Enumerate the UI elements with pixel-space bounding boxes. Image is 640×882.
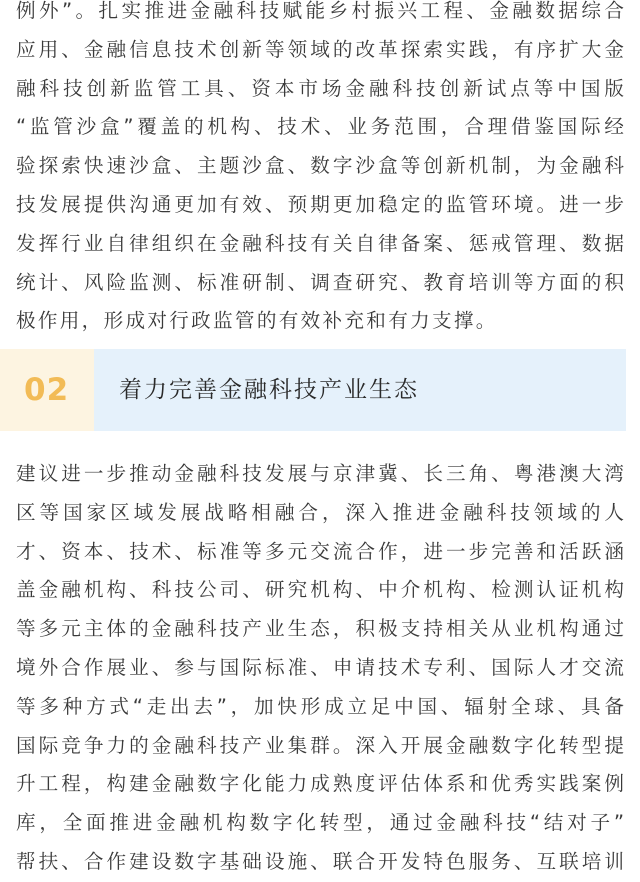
paragraph-line: 库，全面推进金融机构数字化转型，通过金融科技“结对子” (16, 811, 624, 835)
paragraph-line: 境外合作展业、参与国际标准、申请技术专利、国际人才交流 (16, 655, 624, 679)
paragraph-line: 验探索快速沙盒、主题沙盒、数字沙盒等创新机制，为金融科 (16, 154, 624, 178)
paragraph-line: 技发展提供沟通更加有效、预期更加稳定的监管环境。进一步 (16, 192, 624, 216)
paragraph-line: 才、资本、技术、标准等多元交流合作，进一步完善和活跃涵 (16, 539, 624, 563)
paragraph-line: 盖金融机构、科技公司、研究机构、中介机构、检测认证机构 (16, 578, 624, 602)
section-title-box (94, 349, 626, 431)
paragraph-line: 应用、金融信息技术创新等领域的改革探索实践，有序扩大金 (16, 37, 624, 61)
paragraph-line: 升工程，构建金融数字化能力成熟度评估体系和优秀实践案例 (16, 772, 624, 796)
paragraph-line: “监管沙盒”覆盖的机构、技术、业务范围，合理借鉴国际经 (16, 115, 624, 139)
body-paragraph-bottom (16, 455, 624, 882)
paragraph-line: 融科技创新监管工具、资本市场金融科技创新试点等中国版 (16, 76, 624, 100)
paragraph-line: 帮扶、合作建设数字基础设施、联合开发特色服务、互联培训 (16, 849, 624, 873)
paragraph-line: 等多种方式“走出去”，加快形成立足中国、辐射全球、具备 (16, 694, 624, 718)
paragraph-line: 发挥行业自律组织在金融科技有关自律备案、惩戒管理、数据 (16, 231, 624, 255)
section-header (0, 349, 626, 431)
body-paragraph-top (16, 0, 624, 341)
paragraph-line: 区等国家区域发展战略相融合，深入推进金融科技领域的人 (16, 500, 624, 524)
paragraph-line: 例外”。扎实推进金融科技赋能乡村振兴工程、金融数据综合 (16, 0, 624, 22)
paragraph-line: 国际竞争力的金融科技产业集群。深入开展金融数字化转型提 (16, 733, 624, 757)
paragraph-line: 建议进一步推动金融科技发展与京津冀、长三角、粤港澳大湾 (16, 462, 624, 485)
paragraph-line: 极作用，形成对行政监管的有效补充和有力支撑。 (16, 309, 498, 333)
section-title: 着力完善金融科技产业生态 (119, 377, 419, 403)
paragraph-line: 统计、风险监测、标准研制、调查研究、教育培训等方面的积 (16, 270, 624, 294)
section-number-box (0, 349, 94, 431)
section-number: 02 (24, 372, 70, 408)
paragraph-line: 等多元主体的金融科技产业生态，积极支持相关从业机构通过 (16, 617, 624, 641)
